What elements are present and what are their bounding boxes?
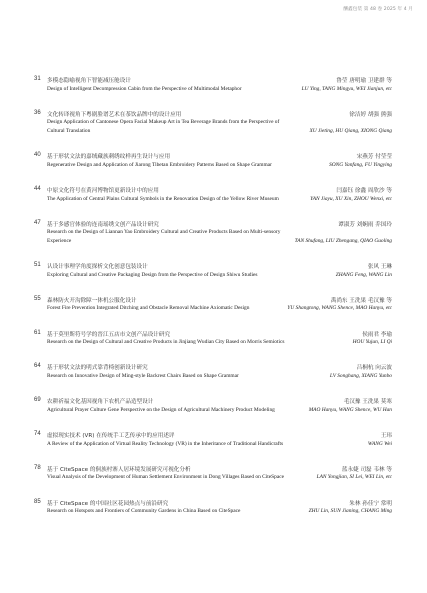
english-title: Forest Fire Prevention Integrated Ditching and Obstacle Removal Machine Axiomatic Design (47, 305, 250, 312)
chinese-authors: 侯雨君 李瑜 (362, 331, 392, 338)
english-authors: MAO Hanyu, WANG Shence, WU Han (308, 406, 392, 413)
page-number: 36 (34, 109, 41, 116)
page-number: 64 (34, 363, 41, 370)
chinese-title: 基于多感官体验的连南瑶绣文创产品设计研究 (47, 221, 159, 228)
page-number: 47 (34, 219, 41, 226)
english-title: Design Application of Cantonese Opera Facial Makeup Art in Tea Beverage Brands from the Perspective of Cultural Translation (47, 119, 280, 134)
chinese-title: 认设计事理学角度探析文化创意包装设计 (47, 264, 148, 271)
chinese-title: 虚拟现实技术 (VR) 在传统手工艺传承中的应用述评 (47, 433, 175, 439)
toc-entry[interactable] (34, 397, 392, 414)
chinese-authors: 鲁莹 唐明瑜 卫建群 等 (336, 78, 392, 84)
chinese-authors: 宋燕芳 付莹莹 (356, 154, 392, 161)
english-title: Research on the Design of Liannan Yao Embroidery Cultural and Creative Products Based on Multi-sensory Experience (47, 229, 281, 244)
toc-entry[interactable] (34, 363, 392, 380)
chinese-title: 中原文化符号在黄河博物馆更新设计中的应用 (47, 187, 159, 194)
chinese-authors: 王玮 (380, 433, 392, 439)
page-number: 31 (34, 76, 41, 82)
toc-entry[interactable] (34, 262, 392, 279)
english-authors: ZHANG Feng, WANG Lin (335, 271, 392, 278)
english-title: Visual Analysis of the Development of Human Settlement Environment in Dong Villages Based on CiteSpace (47, 474, 284, 481)
chinese-authors: 徐洁婷 胡强 熊强 (349, 111, 392, 118)
chinese-title: 基于莫里斯符号学的晋江五店市文创产品设计研究 (47, 331, 171, 338)
chinese-authors: 吕桐杭 向云波 (356, 365, 392, 372)
chinese-title: 文化转译视角下粤剧脸谱艺术在茶饮品牌中的设计应用 (47, 111, 182, 118)
page-number: 55 (34, 295, 41, 302)
english-title: Research on the Design of Cultural and Creative Products in Jinjiang Wudian City Based on Morris Semiotics (47, 339, 285, 346)
english-authors: WANG Wei (367, 440, 392, 447)
english-authors: TAN Shufang, LIU Zhengang, QIAO Guoling (294, 237, 392, 244)
english-title: Exploring Cultural and Creative Packaging Design from the Perspective of Design Shiwu Studies (47, 271, 258, 278)
english-authors: LU Ying, TANG Mingyu, WEI Jianjun, etc (301, 85, 392, 92)
page-number: 74 (34, 431, 41, 437)
chinese-authors: 闫嘉钰 徐鑫 周欣沙 等 (336, 187, 392, 194)
english-title: The Application of Central Plains Cultural Symbols in the Renovation Design of the Yellow River Museum (47, 195, 279, 202)
chinese-title: 基于 CiteSpace 的中国社区花园热点与前沿研究 (47, 500, 169, 507)
english-authors: SONG Yanfang, FU Yingying (329, 161, 392, 168)
toc-entry[interactable] (34, 110, 392, 136)
page-number: 44 (34, 185, 41, 192)
page-number: 51 (34, 262, 41, 269)
chinese-authors: 毛汉豫 王洗果 莫寒 (343, 399, 392, 406)
page-number: 61 (34, 329, 41, 336)
english-authors: HOU Yujun, LI Qi (352, 339, 392, 346)
toc-entry[interactable] (34, 499, 392, 516)
toc-entry[interactable] (34, 152, 392, 169)
chinese-authors: 朱林 孙佳宁 常明 (349, 500, 392, 507)
english-authors: YU Shangtong, WANG Shence, MAO Hanyu, etc (287, 305, 392, 312)
page-number: 78 (34, 464, 41, 471)
page-number: 85 (34, 498, 41, 505)
chinese-title: 森林防火开沟除障一体机公服化设计 (47, 297, 137, 304)
english-title: Research on Hotspots and Frontiers of Community Gardens in China Based on CiteSpace (47, 508, 241, 515)
chinese-authors: 张风 王琳 (367, 264, 392, 271)
toc-entry[interactable] (34, 220, 392, 246)
english-authors: YAN Jiayu, XU Xin, ZHOU Wenxi, etc (310, 195, 392, 202)
english-title: Design of Intelligent Decompression Cabin from the Perspective of Multimodal Metaphor (47, 85, 242, 92)
chinese-title: 基于 CiteSpace 的侗族村寨人居环境发展研究可视化分析 (47, 466, 191, 473)
english-title: Research on Innovative Design of Ming-style Backrest Chairs Based on Shape Grammar (47, 373, 239, 380)
chinese-title: 基于形状文法的明式靠背椅创新设计研究 (47, 365, 148, 372)
english-title: Regenerative Design and Application of Jiarong Tibetan Embroidery Patterns Based on Shape Grammar (47, 161, 272, 168)
running-header: 酬鑫包装 第 48 卷 2025 年 4 月 (343, 7, 413, 12)
toc-entry[interactable] (34, 330, 392, 347)
toc-entry[interactable] (34, 431, 392, 448)
toc-entry[interactable] (34, 465, 392, 482)
english-title: Agricultural Prayer Culture Gene Perspective on the Design of Agricultural Machinery Product Modeling (47, 406, 275, 413)
english-authors: ZHU Lin, SUN Jianing, CHANG Ming (308, 508, 392, 515)
chinese-title: 多模态隐喻视角下智能减压舱设计 (47, 78, 131, 84)
page-number: 69 (34, 397, 41, 404)
toc-entry[interactable] (34, 186, 392, 203)
table-of-contents (34, 76, 392, 532)
english-authors: XU Jieting, HU Qiang, XIONG Qiang (309, 127, 392, 134)
chinese-authors: 蓝永婕 司磊 韦林 等 (341, 466, 392, 473)
chinese-title: 基于形状文法的嘉绒藏族刺绣纹样再生设计与应用 (47, 154, 171, 161)
page-number: 40 (34, 152, 41, 159)
chinese-authors: 禹尚东 王洗果 毛汉豫 等 (330, 297, 392, 304)
chinese-title: 农耕祈福文化基因视角下农机产品造型设计 (47, 399, 154, 406)
english-title: A Review of the Application of Virtual Reality Technology (VR) in the Inheritance of Traditional Handicrafts (47, 440, 284, 447)
chinese-authors: 谭淑芳 刘娴雨 乔国玲 (338, 221, 392, 228)
toc-entry[interactable] (34, 296, 392, 313)
english-authors: LAN Yongjian, SI Lei, WEI Lin, etc (316, 474, 392, 481)
toc-entry[interactable] (34, 76, 392, 93)
english-authors: LV Songhang, XIANG Yunbo (329, 373, 392, 380)
